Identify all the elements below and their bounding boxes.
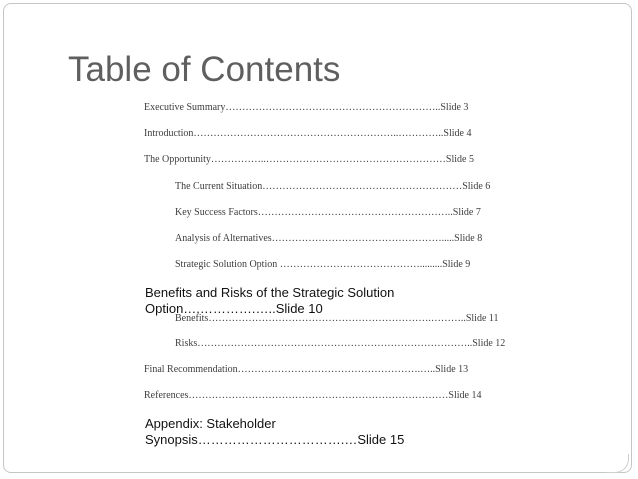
toc-item-analysis-of-alternatives: Analysis of Alternatives…………………………………………….....Slide 8 [175, 233, 483, 244]
toc-item-strategic-solution-option: Strategic Solution Option …………………………………….........Slide 9 [175, 259, 471, 270]
toc-item-risks: Risks………………………………………………………………………..Slide 12 [175, 338, 506, 349]
toc-item-the-opportunity: The Opportunity……………..………………………………………………Slide 5 [144, 154, 474, 165]
toc-item-final-recommendation: Final Recommendation……………………………………………….…..Slide 13 [144, 364, 469, 375]
slide-title: Table of Contents [68, 50, 341, 89]
toc-item-executive-summary: Executive Summary………………………………………………………..Slide 3 [144, 102, 469, 113]
benefits-risks-heading-line1: Benefits and Risks of the Strategic Solution [145, 285, 395, 300]
benefits-risks-heading-line2: Option….………….…..Slide 10 [145, 301, 323, 316]
appendix-heading-line2: Synopsis…………………………….…Slide 15 [145, 432, 405, 447]
toc-item-introduction: Introduction……………………………………………………..…………..Slide 4 [144, 128, 472, 139]
toc-item-key-success-factors: Key Success Factors…………………………………………………..Slide 7 [175, 207, 481, 218]
appendix-heading-line1: Appendix: Stakeholder [145, 416, 276, 431]
toc-item-benefits: Benefits………………………………………………………….………..Slide 11 [175, 313, 499, 324]
toc-item-references: References……………………………………………………………………Slide 14 [144, 390, 482, 401]
toc-item-current-situation: The Current Situation……………………………………………………Slide 6 [175, 181, 491, 192]
